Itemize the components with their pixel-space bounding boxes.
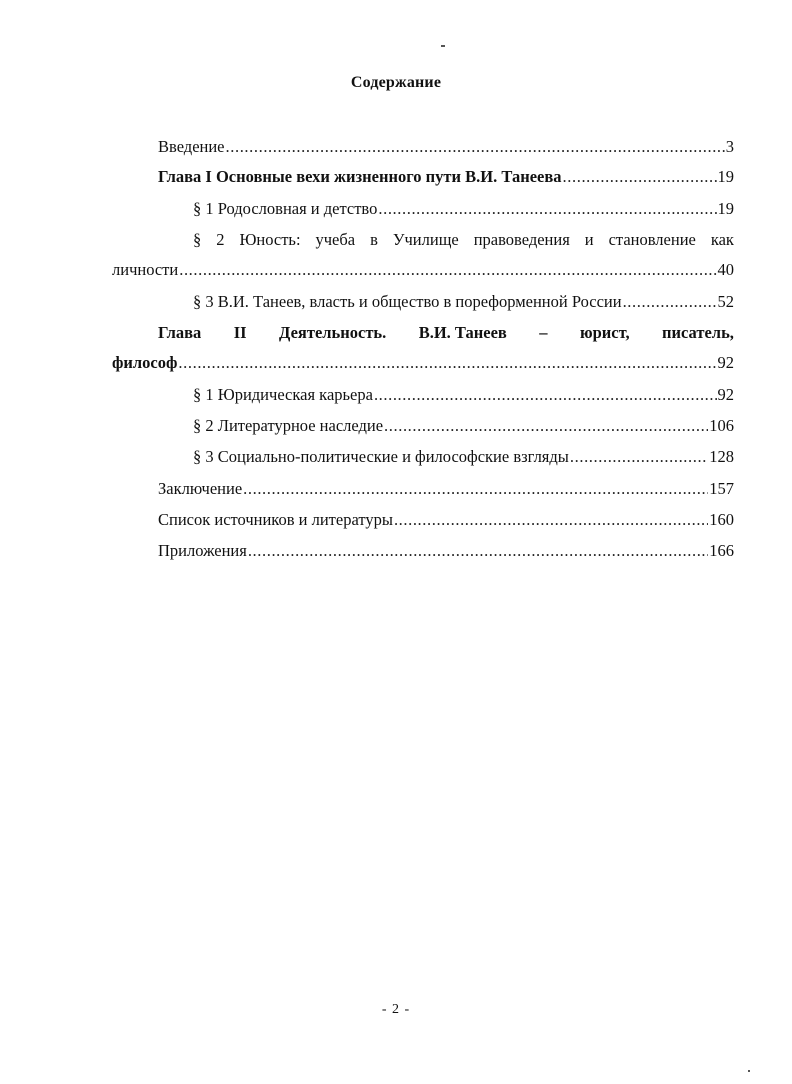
toc-entry-label: Заключение [158, 479, 243, 498]
word: – [539, 323, 548, 342]
word: § [193, 230, 202, 249]
toc-title: Содержание [350, 74, 442, 91]
toc-entry-label: § 3 В.И. Танеев, власть и общество в пореформенной России [193, 292, 622, 311]
toc-entry-label: § 2 Литературное наследие [193, 416, 384, 435]
dot-leader [570, 446, 708, 468]
toc-entry-label: личности [112, 260, 179, 279]
page-number: - 2 - [381, 1002, 411, 1017]
toc-entry-label: § 1 Юридическая карьера [193, 385, 373, 404]
dot-leader [374, 384, 717, 406]
scan-speck [441, 45, 445, 47]
word: в [370, 230, 378, 249]
toc-entry-chapter-2-line-2 [112, 352, 734, 374]
toc-entry-label: § 3 Социально-политические и философские взгляды [193, 447, 569, 466]
dot-leader [226, 136, 725, 158]
toc-entry-label: Список источников и литературы [158, 510, 393, 529]
word: Училище [392, 230, 459, 249]
toc-entry-page: 157 [709, 479, 734, 498]
toc-entry-label: § 1 Родословная и детство [193, 199, 378, 218]
toc-entry-chapter-1-section-1 [193, 198, 734, 220]
word: Юность: [239, 230, 301, 249]
dot-leader [243, 478, 708, 500]
toc-entry-chapter-1 [158, 166, 734, 188]
dot-leader [378, 198, 716, 220]
toc-entry-label: философ [112, 353, 178, 372]
toc-entry-page: 128 [709, 447, 734, 466]
toc-entry-appendices [158, 540, 734, 562]
toc-entry-page: 160 [709, 510, 734, 529]
word: как [710, 230, 734, 249]
toc-entry-chapter-1-section-3 [193, 291, 734, 313]
toc-entry-chapter-2-section-3 [193, 446, 734, 468]
toc-entry-sources [158, 509, 734, 531]
toc-entry-intro [158, 136, 734, 158]
word: становление [608, 230, 696, 249]
word: 2 [216, 230, 225, 249]
word: учеба [315, 230, 356, 249]
scan-speck [748, 1070, 750, 1072]
toc-entry-chapter-1-section-2-line-1 [193, 229, 734, 251]
dot-leader [384, 415, 708, 437]
dot-leader [178, 352, 716, 374]
dot-leader [563, 166, 717, 188]
dot-leader [179, 259, 716, 281]
toc-entry-label: Приложения [158, 541, 247, 560]
word: правоведения [473, 230, 570, 249]
toc-entry-label: Введение [158, 137, 225, 156]
toc-entry-chapter-2-line-1 [158, 322, 734, 344]
toc-entry-page: 40 [717, 260, 734, 279]
toc-entry-page: 106 [709, 416, 734, 435]
toc-entry-chapter-2-section-2 [193, 415, 734, 437]
toc-entry-label: Глава I Основные вехи жизненного пути В.И. Танеева [158, 167, 562, 186]
word: II [233, 323, 247, 342]
toc-entry-page: 166 [709, 541, 734, 560]
toc-entry-conclusion [158, 478, 734, 500]
toc-entry-page: 92 [717, 353, 734, 372]
toc-entry-page: 52 [717, 292, 734, 311]
word: писатель, [662, 323, 734, 342]
dot-leader [623, 291, 717, 313]
toc-entry-page: 92 [717, 385, 734, 404]
toc-entry-chapter-2-section-1 [193, 384, 734, 406]
word: Деятельность. [279, 323, 387, 342]
word: и [584, 230, 594, 249]
toc-entry-page: 3 [725, 137, 734, 156]
toc-entry-page: 19 [717, 167, 734, 186]
word: юрист, [579, 323, 630, 342]
word: В.И. Танеев [418, 323, 507, 342]
toc-entry-page: 19 [717, 199, 734, 218]
word: Глава [158, 323, 202, 342]
dot-leader [394, 509, 708, 531]
toc-entry-chapter-1-section-2-line-2 [112, 259, 734, 281]
dot-leader [248, 540, 708, 562]
